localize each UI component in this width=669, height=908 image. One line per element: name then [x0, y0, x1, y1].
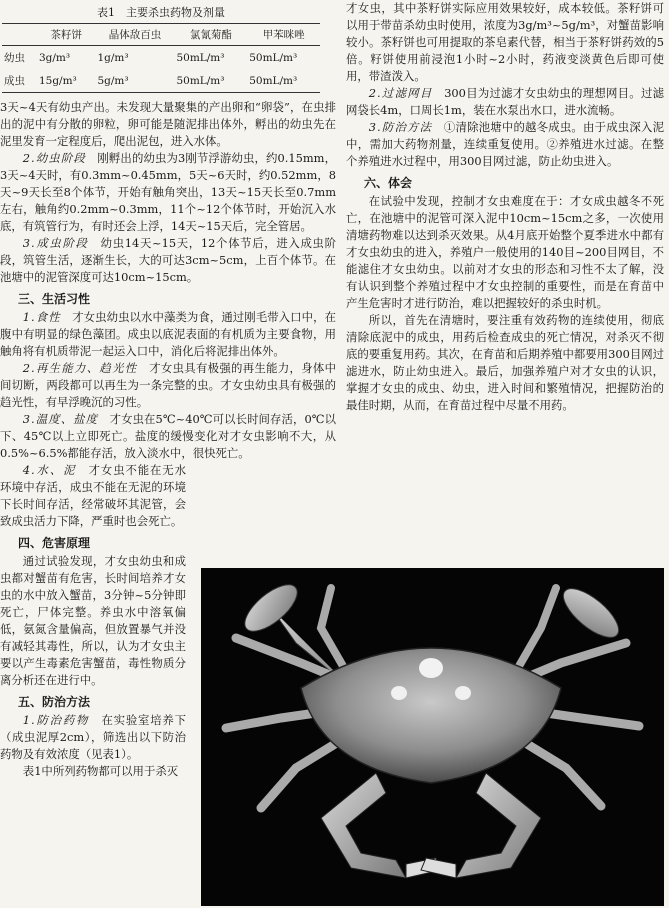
paragraph-text: 才女虫具有极强的再生能力，身体中间切断，两段都可以再生为一条完整的虫。才女虫幼虫具有极强的趋光性，有早浮晚沉的习性。: [0, 361, 336, 409]
table-cell: 50mL/m³: [249, 51, 298, 64]
paragraph: [346, 85, 664, 119]
paragraph: [0, 235, 336, 286]
table-cell: 成虫: [2, 69, 37, 93]
subheading: 1.食性: [22, 310, 61, 324]
paragraph-text: 300目为过滤才女虫幼虫的理想网目。过滤网袋长4m，口周长1m，装在水泵出水口，进水流畅。: [346, 86, 664, 117]
paragraph-text: 在实验室培养下（成虫泥厚2cm），筛选出以下防治药物及有效浓度（见表1）。: [0, 713, 186, 761]
table-header-cell: 茶籽饼: [37, 24, 95, 46]
subheading: 3.成虫阶段: [22, 236, 89, 250]
paragraph: [0, 411, 336, 462]
table-header-cell: 甲苯咪唑: [247, 24, 320, 46]
right-column: [346, 0, 664, 414]
table-cell: 1g/m³: [97, 51, 129, 64]
subheading: 3.温度、盐度: [22, 412, 99, 426]
paragraph-text: 幼虫14天~15天，12个体节后，进入成虫阶段，筑管生活，逐渐生长，大的可达3cm~5cm，上百个体节。在池塘中的泥管深度可达10cm~15cm。: [0, 236, 336, 284]
carapace: [301, 648, 561, 783]
table-row: [2, 69, 320, 93]
subheading: 2.再生能力、趋光性: [22, 361, 138, 375]
table-cell: 50mL/m³: [247, 69, 320, 93]
paragraph: [0, 712, 186, 763]
table-cell: 50mL/m³: [174, 69, 247, 93]
section-heading: 五、防治方法: [18, 695, 91, 709]
section-heading: 四、危害原理: [18, 536, 91, 550]
subheading: 2.幼虫阶段: [22, 151, 86, 165]
crab-illustration: [201, 568, 664, 906]
paragraph-text: 才女虫幼虫以水中藻类为食，通过刚毛带入口中，在腹中有明显的绿色藻团。成虫以底泥表面的有机质为主要食物，用触角将有机质带泥一起运入口中，消化后将泥排出体外。: [0, 310, 336, 358]
paragraph: [0, 360, 336, 411]
paragraph: [0, 462, 186, 530]
table-cell: 50mL/m³: [176, 51, 225, 64]
subheading: 3.防治方法: [368, 120, 433, 134]
table-cell: 3g/m³: [38, 51, 71, 64]
paragraph: 在试验中发现，控制才女虫难度在于：才女成虫越冬不死亡，在池塘中的泥管可深入泥中10cm~15cm之多，一次使用清塘药物难以达到杀灭效果。从4月底开始整个夏季进水中都有才女虫幼虫的进入，养殖户一般使用的140目~200目网目，不能滤住才女虫幼虫。以前对才女虫的形态和习性不太了解，没有认识到整个养殖过程中才女虫控制的重要性，而是在育苗中产生危害时才进行防治，难以把握较好的杀虫时机。: [346, 194, 664, 310]
section-heading: 六、体会: [364, 176, 413, 190]
table-caption: 表1 主要杀虫药物及剂量: [97, 6, 225, 19]
subheading: 1.防治药物: [22, 713, 90, 727]
crab-photo: [201, 568, 664, 906]
table-cell: 5g/m³: [95, 69, 174, 93]
table-header-cell: [2, 24, 37, 46]
paragraph: 才女虫，其中茶籽饼实际应用效果较好，成本较低。茶籽饼可以用于带苗杀幼虫时使用，浓度为3g/m³~5g/m³，对蟹苗影响较小。茶籽饼也可用提取的茶皂素代替，相当于茶籽饼药效的5倍。籽饼使用前浸泡1小时~2小时，药液变淡黄色后即可使用，带渣泼入。: [346, 1, 664, 83]
pesticide-dosage-table: [2, 0, 320, 93]
paragraph-text: ①清除池塘中的越冬成虫。由于成虫深入泥中，需加大药物剂量，连续重复使用。②养殖进水过滤。在整个养殖进水过程中，用300目网过滤，防止幼虫进入。: [346, 120, 664, 168]
swimming-leg-right: [556, 580, 626, 645]
narrow-text-block: [0, 462, 186, 780]
table-cell: 15g/m³: [37, 69, 95, 93]
paragraph: 表1中所列药物都可以用于杀灭: [22, 764, 179, 778]
claw-right: [421, 773, 541, 878]
paragraph: 通过试验发现，才女虫幼虫和成虫都对蟹苗有危害，长时间培养才女虫的水中放入蟹苗，3分钟~5分钟即死亡，尸体完整。养虫水中溶氧偏低，氨氮含量偏高，但放置暴气并没有减轻其毒性，所以，认为才女虫主要以产生毒素危害蟹苗，毒性物质分离分析还在进行中。: [0, 554, 186, 687]
paragraph: [0, 309, 336, 360]
section-heading: 三、生活习性: [18, 292, 91, 306]
table-header-cell: 氯氰菊酯: [174, 24, 247, 46]
table-cell: 幼虫: [4, 52, 25, 64]
paragraph: [346, 119, 664, 170]
paragraph-text: 才女虫在5℃~40℃可以长时间存活，0℃以下、45℃以上立即死亡。盐度的缓慢变化对才女虫影响不大，从0.5%~6.5%都能存活，放入淡水中，很快死亡。: [0, 412, 336, 460]
paragraph: 3天~4天有幼虫产出。未发现大量聚集的产出卵和“卵袋”，在虫排出的泥中有分散的卵粒，卵可能是随泥排出体外，孵出的幼虫先在泥里发育一定程度后，爬出泥包，进入水体。: [0, 100, 336, 148]
paragraph-text: 才女虫不能在无水环境中存活，成虫不能在无泥的环境下长时间存活，经常破坏其泥管，会致成虫活力下降，严重时也会死亡。: [0, 463, 186, 528]
table-row: [2, 46, 320, 70]
paragraph: [0, 150, 336, 235]
table-header-row: [2, 24, 320, 46]
table-header-cell: 晶体敌百虫: [95, 24, 174, 46]
paragraph: 所以，首先在清塘时，要注重有效药物的连续使用，彻底清除底泥中的成虫，用药后检查成虫的死亡情况，对杀灭不彻底的要重复用药。其次，在育苗和后期养殖中都要用300目网过滤进水，防止幼虫进入。最后，加强养殖户对才女虫的认识，掌握才女虫的成虫、幼虫，进入时间和繁殖情况，把握防治的最佳时期，从而，在育苗过程中尽量不用药。: [346, 313, 664, 412]
claw-left: [321, 773, 441, 878]
subheading: 2.过滤网目: [368, 86, 433, 100]
subheading: 4.水、泥: [22, 463, 77, 477]
paragraph-text: 刚孵出的幼虫为3刚节浮游幼虫，约0.15mm，3天~4天时，有0.3mm~0.45mm，5天~6天时，约0.52mm，8天~9天长至8个体节，开始有触角突出，13天~15天长至0.7mm左右，触角约0.2mm~0.3mm，11个~12个体节时，开始沉入水底，有筑管行为，有时还会上浮，14天~15天后，完全管居。: [0, 151, 336, 233]
